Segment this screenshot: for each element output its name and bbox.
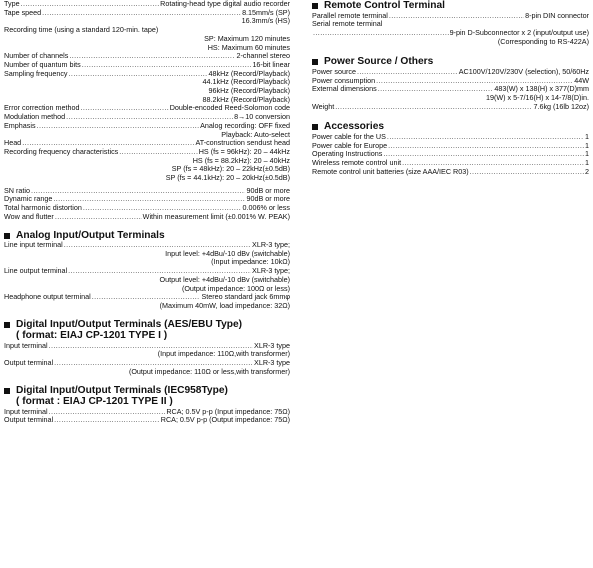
remote-serial: ..... 9-pin D-Subconnector x 2 (input/output use) [312, 29, 589, 38]
spec-quantum-bits: Number of quantum bits ..... 16-bit linear [4, 61, 290, 70]
spec-recording-time-hs: HS: Maximum 60 minutes [207, 42, 290, 52]
accessory-item: Power cable for Europe ..... 1 [312, 142, 589, 151]
spec-modulation: Modulation method ..... 8→10 conversion [4, 113, 290, 122]
analog-line-input: Line input terminal ..... XLR-3 type; [4, 241, 290, 250]
spec-wow-flutter: Wow and flutter ..... Within measurement limit (±0.001% W. PEAK) [4, 213, 290, 222]
bullet-square-icon [312, 59, 318, 65]
aes-input-impedance: (Input impedance: 110Ω,with transformer) [157, 349, 290, 359]
spec-emphasis: Emphasis ..... Analog recording: OFF fixed [4, 122, 290, 131]
spec-dynamic-range: Dynamic range ..... 90dB or more [4, 195, 290, 204]
spec-sampling-441: 44.1kHz (Record/Playback) [202, 77, 290, 87]
spec-rec-freq-hs882: HS (fs = 88.2kHz): 20 – 40kHz [192, 155, 290, 165]
remote-parallel: Parallel remote terminal ..... 8-pin DIN connector [312, 12, 589, 21]
spec-rec-freq-sp48: SP (fs = 48kHz): 20 – 22kHz(±0.5dB) [171, 164, 290, 174]
bullet-square-icon [312, 124, 318, 130]
accessory-item: Operating Instructions ..... 1 [312, 150, 589, 159]
bullet-square-icon [4, 322, 10, 328]
power-weight: Weight ..... 7.6kg (16lb 12oz) [312, 103, 589, 112]
aes-input: Input terminal ..... XLR-3 type [4, 342, 290, 351]
spec-sampling: Sampling frequency ..... 48kHz (Record/Playback) [4, 70, 290, 79]
analog-headphone: Headphone output terminal ..... Stereo standard jack 6mmφ [4, 293, 290, 302]
right-column [312, 0, 589, 176]
remote-heading: Remote Control Terminal [312, 0, 589, 12]
power-dimensions: External dimensions ..... 483(W) x 138(H) x 377(D)mm [312, 85, 589, 94]
power-source: Power source ..... AC100V/120V/230V (selection), 50/60Hz [312, 68, 589, 77]
analog-headphone-max: (Maximum 40mW, load impedance: 32Ω) [159, 301, 290, 310]
spec-tape-speed: Tape speed ..... 8.15mm/s (SP) [4, 9, 290, 18]
analog-line-output-level: Output level: +4dBu/-10 dBv (switchable) [159, 274, 290, 284]
analog-heading: Analog Input/Output Terminals [4, 230, 290, 242]
aes-heading: Digital Input/Output Terminals (AES/EBU Type) ( format: EIAJ CP-1201 TYPE I ) [4, 319, 290, 342]
power-heading: Power Source / Others [312, 56, 589, 68]
analog-line-input-impedance: (Input impedance: 10kΩ) [211, 257, 290, 267]
spec-channels: Number of channels ..... 2-channel stereo [4, 52, 290, 61]
spec-type: Type ..... Rotating-head type digital audio recorder [4, 0, 290, 9]
power-dimensions-inches: 19(W) x 5-7/16(H) x 14-7/8(D)in. [485, 92, 589, 102]
remote-serial-label: Serial remote terminal [312, 19, 383, 29]
spec-thd: Total harmonic distortion ..... 0.006% or less [4, 204, 290, 213]
power-consumption: Power consumption ..... 44W [312, 77, 589, 86]
spec-rec-freq: Recording frequency characteristics ..... HS (fs = 96kHz): 20 – 44kHz [4, 148, 290, 157]
spec-head: Head ..... AT-construction sendust head [4, 139, 290, 148]
accessories-heading: Accessories [312, 121, 589, 133]
accessory-item: Remote control unit batteries (size AAA/IEC R03) ..... 2 [312, 168, 589, 177]
spec-error-correction: Error correction method ..... Double-encoded Reed-Solomon code [4, 104, 290, 113]
remote-serial-rs422: (Corresponding to RS-422A) [497, 36, 589, 46]
spec-sampling-882: 88.2kHz (Record/Playback) [202, 94, 290, 104]
analog-line-input-level: Input level: +4dBu/-10 dBv (switchable) [165, 248, 290, 258]
left-column [4, 0, 290, 425]
spec-emphasis-playback: Playback: Auto-select [221, 129, 290, 139]
spec-sampling-96: 96kHz (Record/Playback) [208, 86, 290, 96]
iec-input: Input terminal ..... RCA; 0.5V p-p (Input impedance: 75Ω) [4, 408, 290, 417]
accessory-item: Wireless remote control unit ..... 1 [312, 159, 589, 168]
bullet-square-icon [4, 388, 10, 394]
aes-output-impedance: (Output impedance: 110Ω or less,with transformer) [128, 366, 290, 376]
spec-sn-ratio: SN ratio ..... 90dB or more [4, 187, 290, 196]
spec-recording-time: Recording time (using a standard 120-min. tape) [4, 25, 159, 35]
iec-heading: Digital Input/Output Terminals (IEC958Type) ( format : EIAJ CP-1201 TYPE II ) [4, 385, 290, 408]
bullet-square-icon [312, 3, 318, 9]
analog-line-output: Line output terminal ..... XLR-3 type; [4, 267, 290, 276]
iec-output: Output terminal ..... RCA; 0.5V p-p (Output impedance: 75Ω) [4, 416, 290, 425]
spec-recording-time-sp: SP: Maximum 120 minutes [204, 33, 290, 43]
spec-rec-freq-sp441: SP (fs = 44.1kHz): 20 – 20kHz(±0.5dB) [165, 173, 290, 183]
aes-output: Output terminal ..... XLR-3 type [4, 359, 290, 368]
bullet-square-icon [4, 233, 10, 239]
analog-line-output-impedance: (Output impedance: 100Ω or less) [181, 283, 290, 293]
accessory-item: Power cable for the US ..... 1 [312, 133, 589, 142]
spec-tape-speed-hs: 16.3mm/s (HS) [241, 16, 290, 26]
